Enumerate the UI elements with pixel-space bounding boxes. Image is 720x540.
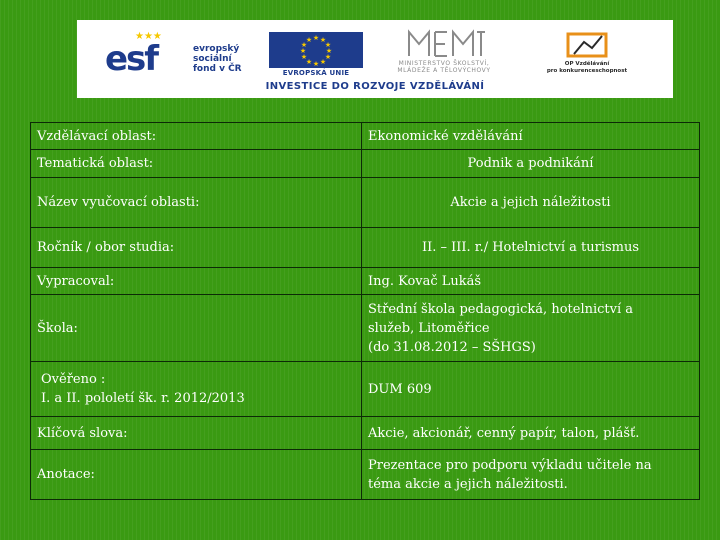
msmt-line-1: MINISTERSTVO ŠKOLSTVÍ,: [398, 60, 490, 67]
label-line: Ověřeno :: [41, 372, 106, 387]
row-label: Klíčová slova:: [31, 417, 362, 450]
table-row: [31, 295, 700, 362]
eu-flag-icon: [269, 32, 363, 68]
row-label: Vypracoval:: [31, 268, 362, 295]
row-value: Ekonomické vzdělávání: [362, 123, 700, 150]
row-label: Název vyučovací oblasti:: [31, 178, 362, 228]
row-label: Anotace:: [31, 450, 362, 500]
svg-text:★: ★: [300, 53, 308, 61]
value-line: služeb, Litoměřice: [368, 320, 490, 336]
row-value: DUM 609: [362, 362, 700, 417]
table-row: [31, 228, 700, 268]
row-label: Vzdělávací oblast:: [31, 123, 362, 150]
row-label: [31, 362, 362, 417]
msmt-line-2: MLÁDEŽE A TĚLOVÝCHOVY: [397, 67, 491, 74]
row-label: Tematická oblast:: [31, 150, 362, 178]
row-value: Akcie, akcionář, cenný papír, talon, plášť.: [362, 417, 700, 450]
esf-line-1: evropský: [193, 44, 240, 54]
row-value: II. – III. r./ Hotelnictví a turismus: [362, 228, 700, 268]
msmt-logo: [369, 28, 519, 80]
esf-line-3: fond v ČR: [193, 64, 242, 74]
svg-text:★: ★: [324, 41, 332, 49]
table-row: [31, 362, 700, 417]
svg-text:★: ★: [299, 47, 307, 55]
svg-text:★: ★: [312, 34, 320, 42]
value-line: Prezentace pro podporu výkladu učitele na: [368, 457, 652, 473]
table-row: [31, 123, 700, 150]
row-value: Akcie a jejich náležitosti: [362, 178, 700, 228]
esf-line-2: sociální: [193, 54, 232, 64]
op-logo: [532, 28, 642, 80]
svg-text:★: ★: [305, 58, 313, 66]
value-line: Střední škola pedagogická, hotelnictví a: [368, 301, 634, 317]
table-row: [31, 150, 700, 178]
esf-stars-icon: ★★★: [135, 31, 162, 42]
svg-text:★: ★: [319, 58, 327, 66]
table-row: [31, 268, 700, 295]
op-text: [532, 61, 642, 75]
project-banner: [77, 20, 673, 98]
logo-row: [77, 28, 673, 80]
row-value: Podnik a podnikání: [362, 150, 700, 178]
table-row: [31, 417, 700, 450]
msmt-text: [369, 60, 519, 74]
table-row: [31, 178, 700, 228]
svg-text:★: ★: [325, 47, 333, 55]
row-label: Ročník / obor studia:: [31, 228, 362, 268]
svg-text:★: ★: [319, 36, 327, 44]
eu-caption: EVROPSKÁ UNIE: [282, 69, 350, 77]
label-line: I. a II. pololetí šk. r. 2012/2013: [41, 391, 245, 406]
banner-slogan: INVESTICE DO ROZVOJE VZDĚLÁVÁNÍ: [265, 81, 485, 92]
esf-logo: [105, 32, 255, 78]
op-line-2: pro konkurenceschopnost: [546, 68, 628, 74]
op-mark-icon: [562, 28, 612, 60]
table-row: [31, 450, 700, 500]
svg-text:★: ★: [312, 60, 320, 68]
value-line: (do 31.08.2012 – SŠHGS): [368, 339, 536, 355]
value-line: téma akcie a jejich náležitosti.: [368, 476, 568, 492]
metadata-table: [30, 122, 700, 500]
esf-text: [193, 44, 242, 74]
row-value: [362, 295, 700, 362]
op-line-1: OP Vzdělávání: [564, 61, 610, 67]
eu-logo: [269, 32, 363, 78]
svg-text:★: ★: [300, 41, 308, 49]
row-label: Škola:: [31, 295, 362, 362]
svg-text:★: ★: [324, 53, 332, 61]
esf-mark: esf: [105, 39, 158, 79]
svg-text:★: ★: [305, 36, 313, 44]
msmt-mark-icon: [405, 28, 485, 58]
row-value: [362, 450, 700, 500]
row-value: Ing. Kovač Lukáš: [362, 268, 700, 295]
